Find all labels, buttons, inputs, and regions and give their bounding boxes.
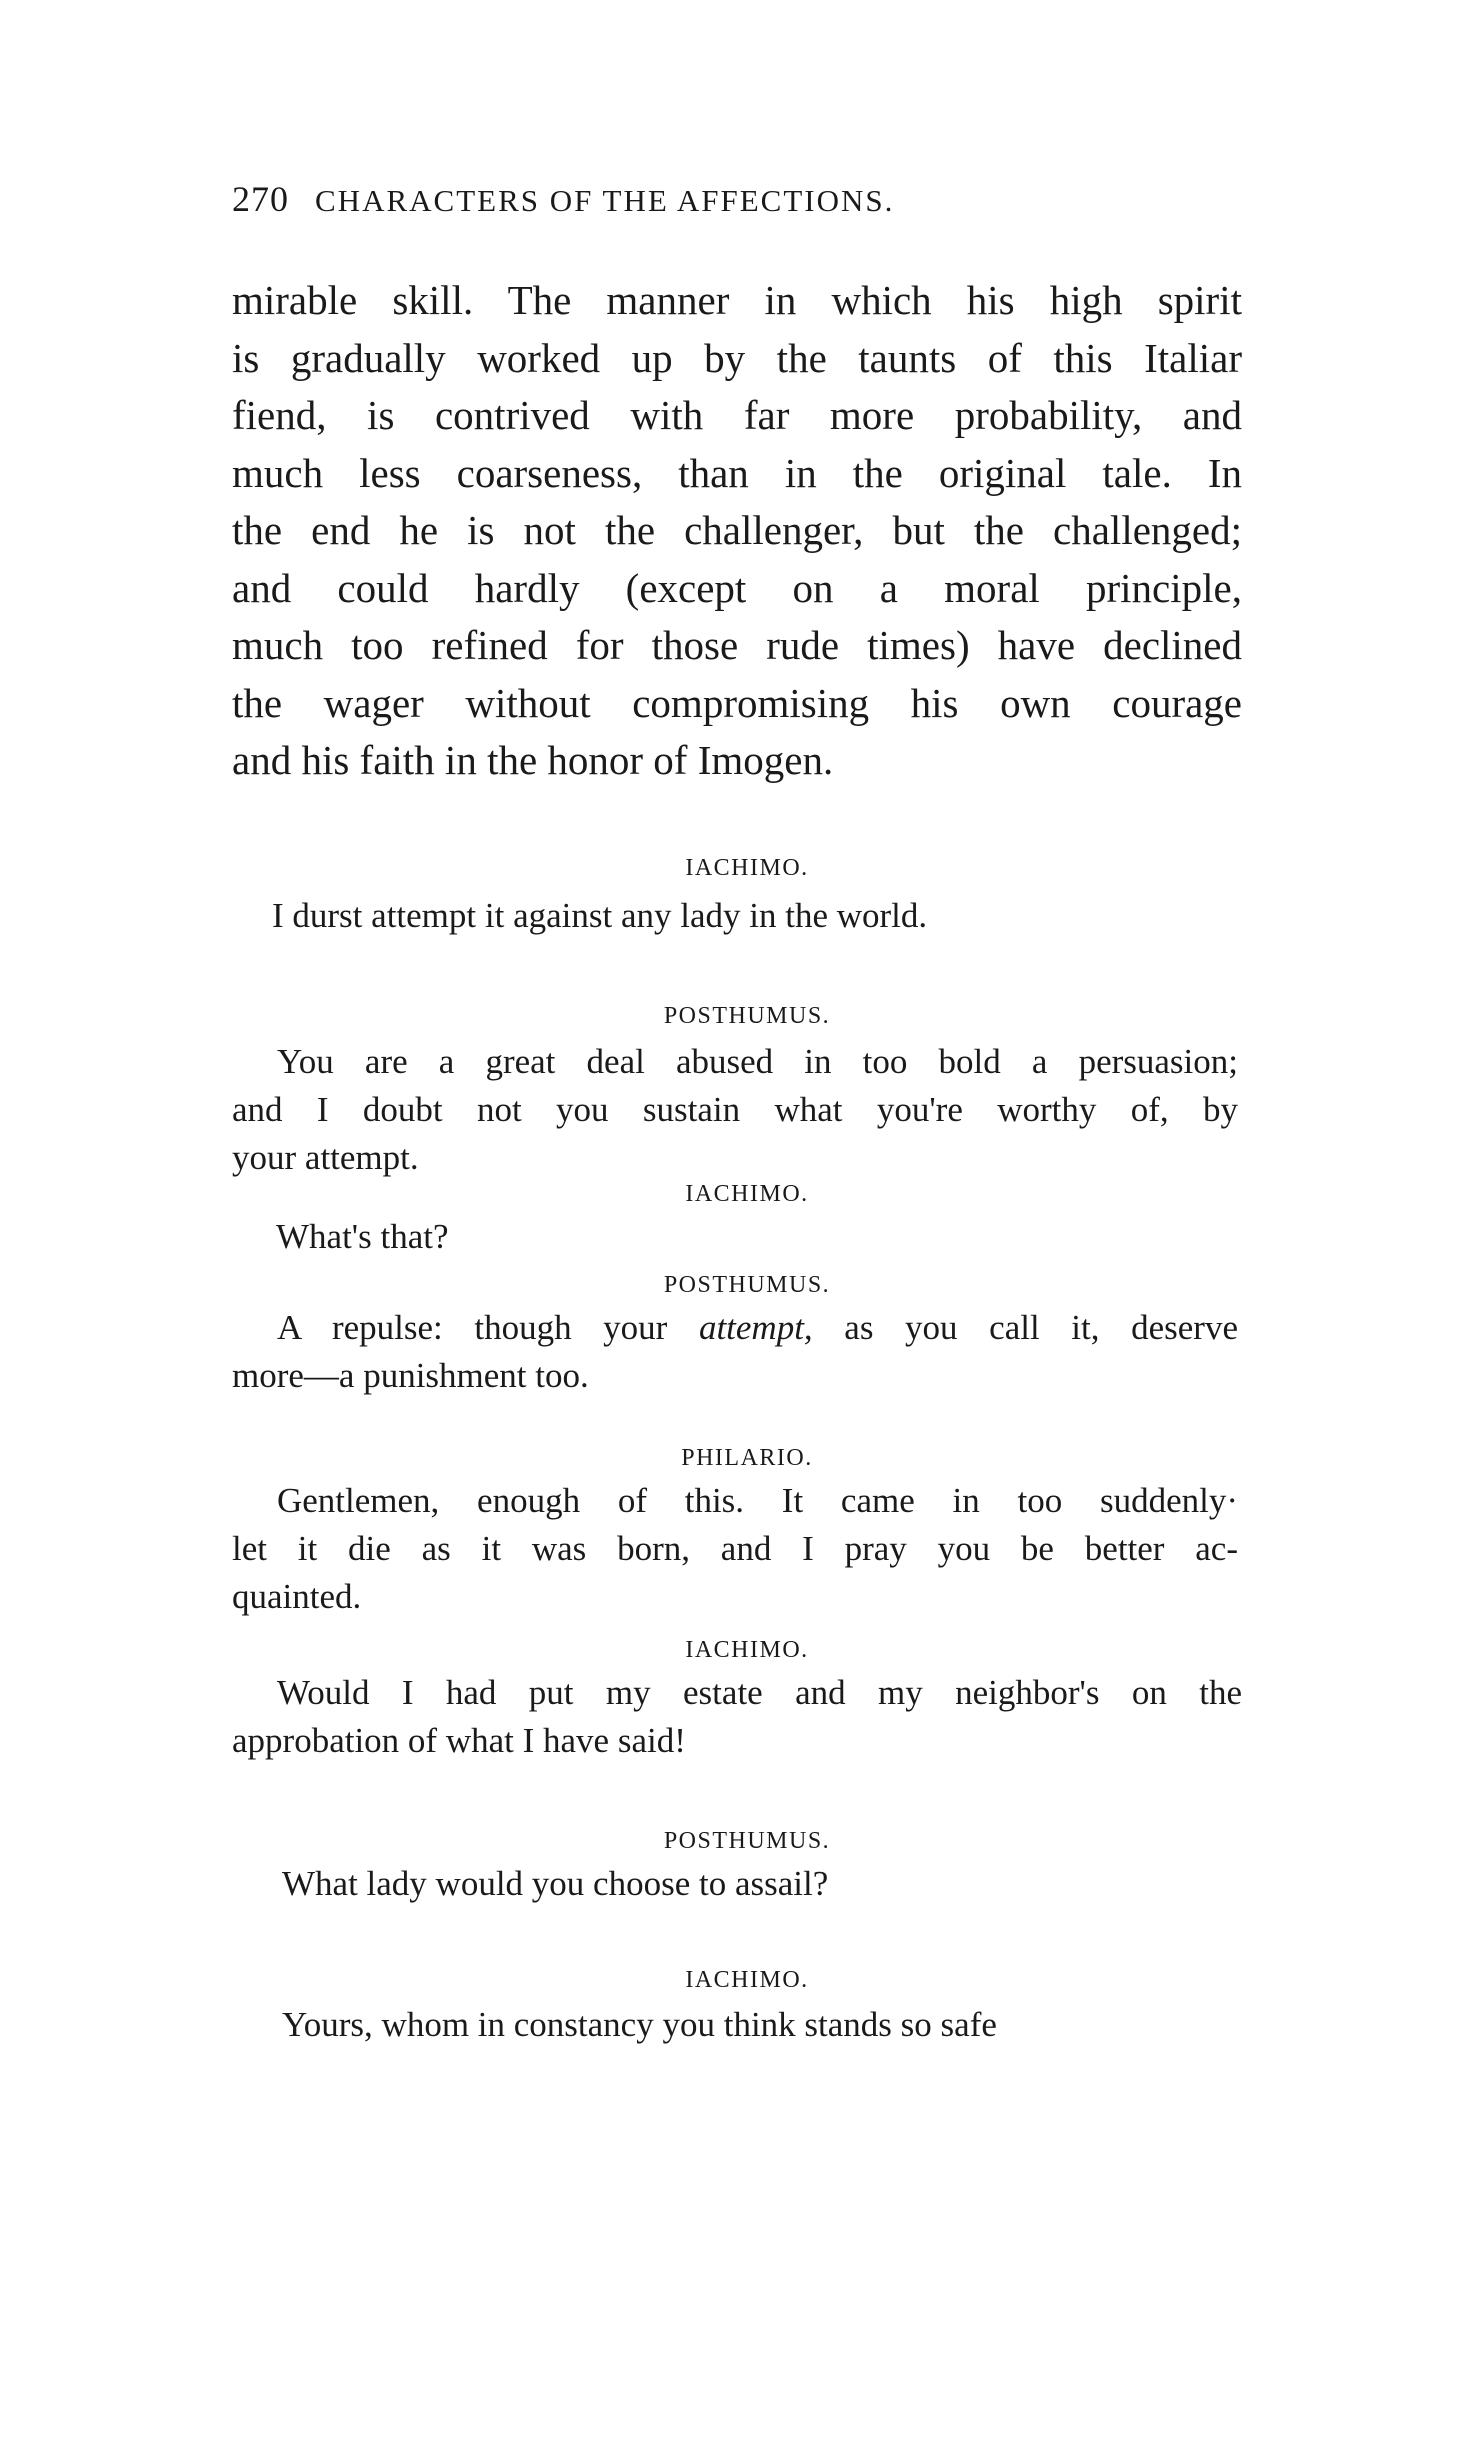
speech-line: your attempt. bbox=[232, 1138, 419, 1177]
speech-line: I durst attempt it against any lady in the world. bbox=[272, 896, 928, 935]
speech bbox=[282, 1860, 828, 1908]
prose-line: mirable skill. The manner in which his high spirit bbox=[232, 277, 1242, 323]
speaker-name: POSTHUMUS. bbox=[663, 1272, 831, 1298]
speaker-name: IACHIMO. bbox=[685, 1967, 809, 1993]
speech bbox=[232, 1477, 1238, 1621]
speech bbox=[232, 1038, 1238, 1182]
speaker-name: IACHIMO. bbox=[685, 855, 809, 881]
prose-line: the end he is not the challenger, but the challenged; bbox=[232, 507, 1242, 553]
speech-line: quainted. bbox=[232, 1577, 362, 1616]
speech-line: Gentlemen, enough of this. It came in too suddenly· bbox=[277, 1481, 1238, 1520]
running-header bbox=[232, 178, 894, 220]
speaker-name: POSTHUMUS. bbox=[663, 1828, 831, 1854]
speech-line: Would I had put my estate and my neighbor's on the bbox=[277, 1673, 1242, 1712]
page-number: 270 bbox=[232, 179, 289, 219]
speaker-name: IACHIMO. bbox=[685, 1181, 809, 1207]
prose-line: is gradually worked up by the taunts of this Italiar bbox=[232, 334, 1242, 381]
prose-line: the wager without compromising his own courage bbox=[232, 679, 1242, 726]
speech-line: What's that? bbox=[276, 1217, 449, 1256]
speech-line: approbation of what I have said! bbox=[232, 1721, 686, 1760]
prose-line: much less coarseness, than in the original tale. In bbox=[232, 449, 1242, 496]
prose-line: much too refined for those rude times) have declined bbox=[232, 622, 1242, 668]
speech-line: You are a great deal abused in too bold a persuasion; bbox=[277, 1042, 1238, 1081]
speech-line: more—a punishment too. bbox=[232, 1356, 589, 1395]
speech bbox=[282, 2001, 997, 2049]
speech-line: A repulse: though your attempt, as you call it, deserve bbox=[277, 1308, 1238, 1347]
prose-line: fiend, is contrived with far more probability, and bbox=[232, 392, 1242, 438]
speech bbox=[232, 1304, 1238, 1400]
speech-line: and I doubt not you sustain what you're worthy of, by bbox=[232, 1090, 1238, 1129]
prose-line: and his faith in the honor of Imogen. bbox=[232, 737, 834, 783]
italic-word: attempt, bbox=[698, 1308, 813, 1347]
prose-line: and could hardly (except on a moral principle, bbox=[232, 564, 1242, 611]
speech-line: Yours, whom in constancy you think stands so safe bbox=[282, 2005, 997, 2044]
speech-line: let it die as it was born, and I pray you be better ac- bbox=[232, 1529, 1238, 1568]
speech-line: What lady would you choose to assail? bbox=[282, 1864, 829, 1903]
speech bbox=[232, 1669, 1242, 1765]
speaker-name: IACHIMO. bbox=[685, 1637, 809, 1663]
speaker-name: POSTHUMUS. bbox=[663, 1003, 831, 1029]
speech bbox=[276, 1213, 449, 1261]
speaker-name: PHILARIO. bbox=[681, 1445, 813, 1471]
prose-paragraph bbox=[232, 272, 1242, 790]
speech bbox=[272, 892, 1132, 940]
running-title: CHARACTERS OF THE AFFECTIONS. bbox=[315, 183, 895, 218]
